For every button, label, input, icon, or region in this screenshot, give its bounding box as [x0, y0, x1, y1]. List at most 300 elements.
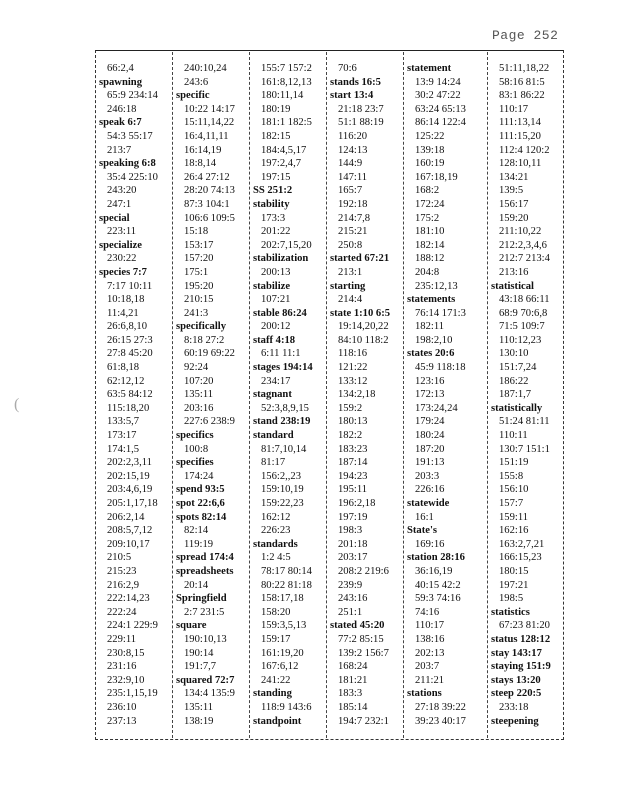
- index-reference: 130:7 151:1: [499, 443, 550, 455]
- index-reference: 19:14,20,22: [338, 321, 389, 333]
- index-reference: 180:24: [415, 430, 445, 442]
- index-reference: 84:10 118:2: [338, 334, 389, 346]
- index-term: spawning: [99, 76, 142, 88]
- index-reference: 15:18: [184, 226, 209, 238]
- index-reference: 110:17: [499, 103, 529, 115]
- index-reference: 251:1: [338, 606, 363, 618]
- index-reference: 213:1: [338, 266, 363, 278]
- index-reference: 169:16: [415, 538, 445, 550]
- index-reference: 192:18: [338, 198, 368, 210]
- index-reference: 161:19,20: [261, 647, 304, 659]
- index-reference: 111:15,20: [499, 130, 541, 142]
- index-reference: 237:13: [107, 715, 137, 727]
- index-reference: 181:21: [338, 674, 368, 686]
- index-reference: 54:3 55:17: [107, 130, 153, 142]
- index-reference: 36:16,19: [415, 565, 453, 577]
- index-term: Springfield: [176, 593, 227, 605]
- index-term: steep 220:5: [491, 688, 542, 700]
- index-reference: 112:4 120:2: [499, 144, 550, 156]
- index-reference: 167:18,19: [415, 171, 458, 183]
- index-reference: 65:9 234:14: [107, 90, 158, 102]
- index-reference: 70:6: [338, 63, 357, 74]
- index-reference: 15:11,14,22: [184, 117, 235, 129]
- index-term: spend 93:5: [176, 484, 225, 496]
- index-reference: 156:2,,23: [261, 470, 302, 482]
- column-separator: [487, 52, 488, 738]
- index-reference: 185:14: [338, 701, 368, 713]
- index-reference: 119:19: [184, 538, 214, 550]
- index-term: stations: [407, 688, 442, 700]
- index-reference: 163:2,7,21: [499, 538, 545, 550]
- index-column-3: [253, 62, 329, 728]
- index-reference: 243:16: [338, 593, 368, 605]
- index-reference: 215:21: [338, 226, 368, 238]
- index-reference: 139:5: [499, 185, 524, 197]
- index-term: start 13:4: [330, 90, 374, 102]
- index-term: states 20:6: [407, 348, 455, 360]
- index-reference: 239:9: [338, 579, 363, 591]
- index-term: State's: [407, 525, 438, 537]
- index-reference: 10:18,18: [107, 294, 145, 306]
- index-reference: 165:7: [338, 185, 363, 197]
- index-reference: 213:7: [107, 144, 132, 156]
- index-reference: 20:14: [184, 579, 209, 591]
- index-reference: 157:7: [499, 498, 524, 509]
- index-reference: 243:20: [107, 185, 137, 197]
- index-term: statement: [407, 63, 452, 74]
- index-column-4: [330, 62, 406, 728]
- index-reference: 51:1 88:19: [338, 117, 384, 129]
- index-reference: 135:11: [184, 389, 214, 401]
- index-reference: 81:17: [261, 457, 286, 469]
- index-reference: 198:3: [338, 525, 363, 537]
- index-term: squared 72:7: [176, 674, 235, 686]
- index-reference: 214:7,8: [338, 212, 371, 224]
- index-reference: 2:7 231:5: [184, 606, 225, 618]
- index-term: statistics: [491, 606, 530, 618]
- index-reference: 215:23: [107, 565, 137, 577]
- index-reference: 231:16: [107, 661, 137, 673]
- index-reference: 26:6,8,10: [107, 321, 148, 333]
- index-reference: 52:3,8,9,15: [261, 402, 309, 414]
- index-term: stability: [253, 198, 290, 210]
- index-term: standpoint: [253, 715, 302, 727]
- index-term: species 7:7: [99, 266, 147, 278]
- index-reference: 202:2,3,11: [107, 457, 152, 469]
- index-reference: 144:9: [338, 158, 363, 170]
- index-reference: 243:6: [184, 76, 209, 88]
- index-reference: 180:11,14: [261, 90, 304, 102]
- index-reference: 157:20: [184, 253, 214, 265]
- index-reference: 111:13,14: [499, 117, 541, 129]
- index-reference: 240:10,24: [184, 63, 227, 74]
- index-reference: 191:13: [415, 457, 445, 469]
- index-reference: 40:15 42:2: [415, 579, 461, 591]
- index-reference: 172:24: [415, 198, 445, 210]
- index-term: specifically: [176, 321, 227, 333]
- index-reference: 39:23 40:17: [415, 715, 466, 727]
- index-reference: 159:11: [499, 511, 529, 523]
- index-reference: 159:2: [338, 402, 363, 414]
- index-term: stagnant: [253, 389, 292, 401]
- index-reference: 161:8,12,13: [261, 76, 312, 88]
- index-reference: 158:20: [261, 606, 291, 618]
- index-reference: 74:16: [415, 606, 440, 618]
- index-reference: 230:8,15: [107, 647, 145, 659]
- index-reference: 195:20: [184, 280, 214, 292]
- index-reference: 162:16: [499, 525, 529, 537]
- index-term: specialize: [99, 239, 142, 251]
- index-reference: 82:14: [184, 525, 209, 537]
- index-reference: 250:8: [338, 239, 363, 251]
- index-reference: 226:23: [261, 525, 291, 537]
- index-reference: 77:2 85:15: [338, 633, 384, 645]
- index-reference: 187:14: [338, 457, 368, 469]
- index-reference: 222:14,23: [107, 593, 150, 605]
- index-reference: 205:1,17,18: [107, 498, 158, 509]
- index-term: specifies: [176, 457, 214, 469]
- index-reference: 247:1: [107, 198, 132, 210]
- index-reference: 27:8 45:20: [107, 348, 153, 360]
- index-term: statistically: [491, 402, 543, 414]
- index-reference: 155:7 157:2: [261, 63, 312, 74]
- index-reference: 13:9 14:24: [415, 76, 461, 88]
- index-reference: 107:21: [261, 294, 291, 306]
- index-reference: 175:1: [184, 266, 209, 278]
- index-reference: 204:8: [415, 266, 440, 278]
- index-term: stable 86:24: [253, 307, 307, 319]
- index-reference: 216:2,9: [107, 579, 140, 591]
- index-reference: 110:12,23: [499, 334, 542, 346]
- index-reference: 181:10: [415, 226, 445, 238]
- page-number: Page 252: [492, 28, 559, 43]
- index-reference: 209:10,17: [107, 538, 150, 550]
- index-reference: 212:7 213:4: [499, 253, 550, 265]
- index-reference: 159:3,5,13: [261, 620, 307, 632]
- index-reference: 139:18: [415, 144, 445, 156]
- index-reference: 138:19: [184, 715, 214, 727]
- index-reference: 110:11: [499, 430, 528, 442]
- index-term: status 128:12: [491, 633, 551, 645]
- index-reference: 61:8,18: [107, 362, 140, 374]
- index-reference: 51:24 81:11: [499, 416, 550, 428]
- index-reference: 196:2,18: [338, 498, 376, 509]
- index-reference: 135:11: [184, 701, 214, 713]
- index-term: stands 16:5: [330, 76, 381, 88]
- index-term: stabilize: [253, 280, 291, 292]
- index-reference: 206:2,14: [107, 511, 145, 523]
- index-reference: 1:2 4:5: [261, 552, 291, 564]
- index-reference: 188:12: [415, 253, 445, 265]
- index-term: specific: [176, 90, 210, 102]
- index-term: standards: [253, 538, 298, 550]
- index-reference: 190:14: [184, 647, 214, 659]
- index-reference: 16:14,19: [184, 144, 222, 156]
- index-reference: 175:2: [415, 212, 440, 224]
- index-reference: 200:13: [261, 266, 291, 278]
- index-reference: 201:22: [261, 226, 291, 238]
- index-reference: 200:12: [261, 321, 291, 333]
- index-reference: 223:11: [107, 226, 137, 238]
- index-reference: 110:17: [415, 620, 445, 632]
- index-term: statewide: [407, 498, 450, 509]
- index-term: stay 143:17: [491, 647, 542, 659]
- index-reference: 190:10,13: [184, 633, 227, 645]
- index-term: staying 151:9: [491, 661, 551, 673]
- index-reference: 183:23: [338, 443, 368, 455]
- index-reference: 162:12: [261, 511, 291, 523]
- index-reference: 202:7,15,20: [261, 239, 312, 251]
- index-reference: 202:13: [415, 647, 445, 659]
- index-reference: 166:15,23: [499, 552, 542, 564]
- index-term: stabilization: [253, 253, 309, 265]
- index-term: spreadsheets: [176, 565, 234, 577]
- index-reference: 10:22 14:17: [184, 103, 235, 115]
- index-term: starting: [330, 280, 366, 292]
- index-reference: 6:11 11:1: [261, 348, 301, 360]
- index-reference: 210:5: [107, 552, 132, 564]
- index-reference: 51:11,18,22: [499, 63, 550, 74]
- index-reference: 235:12,13: [415, 280, 458, 292]
- index-reference: 202:15,19: [107, 470, 150, 482]
- index-reference: 81:7,10,14: [261, 443, 307, 455]
- index-reference: 134:2,18: [338, 389, 376, 401]
- index-reference: 227:6 238:9: [184, 416, 235, 428]
- index-term: statistical: [491, 280, 534, 292]
- index-reference: 194:23: [338, 470, 368, 482]
- index-reference: 159:10,19: [261, 484, 304, 496]
- index-term: steepening: [491, 715, 539, 727]
- index-reference: 174:24: [184, 470, 214, 482]
- index-reference: 224:1 229:9: [107, 620, 158, 632]
- index-reference: 28:20 74:13: [184, 185, 235, 197]
- index-reference: 11:4,21: [107, 307, 139, 319]
- index-reference: 134:21: [499, 171, 529, 183]
- index-reference: 233:18: [499, 701, 529, 713]
- index-reference: 83:1 86:22: [499, 90, 545, 102]
- index-reference: 186:22: [499, 375, 529, 387]
- index-reference: 173:3: [261, 212, 286, 224]
- index-reference: 181:1 182:5: [261, 117, 312, 129]
- index-term: stated 45:20: [330, 620, 385, 632]
- index-term: square: [176, 620, 207, 632]
- index-reference: 160:19: [415, 158, 445, 170]
- index-reference: 116:20: [338, 130, 368, 142]
- index-reference: 106:6 109:5: [184, 212, 235, 224]
- index-reference: 26:4 27:12: [184, 171, 230, 183]
- index-reference: 21:18 23:7: [338, 103, 384, 115]
- index-reference: 201:18: [338, 538, 368, 550]
- index-reference: 134:4 135:9: [184, 688, 235, 700]
- index-reference: 241:3: [184, 307, 209, 319]
- index-reference: 197:15: [261, 171, 291, 183]
- index-reference: 43:18 66:11: [499, 294, 550, 306]
- index-reference: 128:10,11: [499, 158, 542, 170]
- index-reference: 210:15: [184, 294, 214, 306]
- index-reference: 86:14 122:4: [415, 117, 466, 129]
- index-column-1: [99, 62, 175, 728]
- index-reference: 222:24: [107, 606, 137, 618]
- index-reference: 236:10: [107, 701, 137, 713]
- index-term: standing: [253, 688, 292, 700]
- index-reference: 125:22: [415, 130, 445, 142]
- index-reference: 63:5 84:12: [107, 389, 153, 401]
- index-reference: 180:13: [338, 416, 368, 428]
- index-reference: 133:5,7: [107, 416, 140, 428]
- index-reference: 155:8: [499, 470, 524, 482]
- index-reference: 156:10: [499, 484, 529, 496]
- index-reference: 167:6,12: [261, 661, 299, 673]
- index-reference: 246:18: [107, 103, 137, 115]
- index-term: speak 6:7: [99, 117, 142, 129]
- index-reference: 168:24: [338, 661, 368, 673]
- index-term: stages 194:14: [253, 362, 313, 374]
- index-reference: 197:2,4,7: [261, 158, 302, 170]
- index-term: spread 174:4: [176, 552, 234, 564]
- index-reference: 63:24 65:13: [415, 103, 466, 115]
- margin-mark: (: [14, 396, 20, 413]
- index-term: special: [99, 212, 130, 224]
- index-reference: 159:22,23: [261, 498, 304, 509]
- index-reference: 100:8: [184, 443, 209, 455]
- index-reference: 203:17: [338, 552, 368, 564]
- index-reference: 115:18,20: [107, 402, 150, 414]
- index-reference: 180:15: [499, 565, 529, 577]
- index-reference: 179:24: [415, 416, 445, 428]
- index-reference: 8:18 27:2: [184, 334, 225, 346]
- index-reference: 159:17: [261, 633, 291, 645]
- index-reference: 191:7,7: [184, 661, 217, 673]
- index-term: station 28:16: [407, 552, 465, 564]
- index-reference: 208:2 219:6: [338, 565, 389, 577]
- index-reference: 45:9 118:18: [415, 362, 466, 374]
- index-term: started 67:21: [330, 253, 390, 265]
- index-reference: 71:5 109:7: [499, 321, 545, 333]
- index-reference: 203:3: [415, 470, 440, 482]
- index-reference: 123:16: [415, 375, 445, 387]
- index-term: specifics: [176, 430, 214, 442]
- index-reference: 183:3: [338, 688, 363, 700]
- index-reference: 172:13: [415, 389, 445, 401]
- index-reference: 232:9,10: [107, 674, 145, 686]
- index-reference: 187:1,7: [499, 389, 532, 401]
- index-reference: 187:20: [415, 443, 445, 455]
- index-reference: 92:24: [184, 362, 209, 374]
- index-reference: 7:17 10:11: [107, 280, 153, 292]
- index-reference: 203:4,6,19: [107, 484, 153, 496]
- index-reference: 59:3 74:16: [415, 593, 461, 605]
- index-reference: 180:19: [261, 103, 291, 115]
- index-reference: 197:19: [338, 511, 368, 523]
- index-reference: 203:7: [415, 661, 440, 673]
- index-reference: 182:14: [415, 239, 445, 251]
- index-reference: 174:1,5: [107, 443, 140, 455]
- index-reference: 214:4: [338, 294, 363, 306]
- index-reference: 235:1,15,19: [107, 688, 158, 700]
- index-reference: 230:22: [107, 253, 137, 265]
- index-reference: 35:4 225:10: [107, 171, 158, 183]
- index-reference: 158:17,18: [261, 593, 304, 605]
- index-reference: 198:2,10: [415, 334, 453, 346]
- index-reference: 66:2,4: [107, 63, 134, 74]
- index-term: staff 4:18: [253, 334, 296, 346]
- index-term: stand 238:19: [253, 416, 311, 428]
- index-reference: 107:20: [184, 375, 214, 387]
- index-column-5: [407, 62, 487, 728]
- index-reference: 184:4,5,17: [261, 144, 307, 156]
- index-reference: 80:22 81:18: [261, 579, 312, 591]
- index-reference: 182:15: [261, 130, 291, 142]
- index-reference: 234:17: [261, 375, 291, 387]
- index-term: speaking 6:8: [99, 158, 156, 170]
- index-reference: 76:14 171:3: [415, 307, 466, 319]
- index-term: stays 13:20: [491, 674, 541, 686]
- index-reference: 198:5: [499, 593, 524, 605]
- index-reference: 68:9 70:6,8: [499, 307, 548, 319]
- index-reference: 133:12: [338, 375, 368, 387]
- index-reference: 58:16 81:5: [499, 76, 545, 88]
- index-term: standard: [253, 430, 294, 442]
- index-reference: 26:15 27:3: [107, 334, 153, 346]
- index-reference: 118:9 143:6: [261, 701, 312, 713]
- index-reference: 151:19: [499, 457, 529, 469]
- index-reference: 138:16: [415, 633, 445, 645]
- index-reference: 241:22: [261, 674, 291, 686]
- index-reference: 30:2 47:22: [415, 90, 461, 102]
- index-reference: 121:22: [338, 362, 368, 374]
- index-reference: 208:5,7,12: [107, 525, 153, 537]
- index-reference: 87:3 104:1: [184, 198, 230, 210]
- index-reference: 16:4,11,11: [184, 130, 229, 142]
- index-reference: 182:2: [338, 430, 363, 442]
- index-reference: 194:7 232:1: [338, 715, 389, 727]
- index-reference: 173:17: [107, 430, 137, 442]
- index-reference: 203:16: [184, 402, 214, 414]
- index-term: spot 22:6,6: [176, 498, 225, 509]
- index-reference: 195:11: [338, 484, 368, 496]
- index-reference: 226:16: [415, 484, 445, 496]
- index-reference: 211:10,22: [499, 226, 542, 238]
- index-reference: 27:18 39:22: [415, 701, 466, 713]
- index-term: state 1:10 6:5: [330, 307, 391, 319]
- index-reference: 60:19 69:22: [184, 348, 235, 360]
- index-reference: 147:11: [338, 171, 368, 183]
- index-reference: 67:23 81:20: [499, 620, 550, 632]
- index-reference: 173:24,24: [415, 402, 458, 414]
- index-reference: 124:13: [338, 144, 368, 156]
- index-reference: 197:21: [499, 579, 529, 591]
- index-reference: 139:2 156:7: [338, 647, 389, 659]
- index-reference: 130:10: [499, 348, 529, 360]
- index-column-2: [176, 62, 252, 728]
- index-reference: 212:2,3,4,6: [499, 239, 547, 251]
- index-reference: 156:17: [499, 198, 529, 210]
- index-reference: 16:1: [415, 511, 434, 523]
- index-reference: 168:2: [415, 185, 440, 197]
- index-reference: 182:11: [415, 321, 445, 333]
- index-reference: 18:8,14: [184, 158, 217, 170]
- index-column-6: [491, 62, 563, 728]
- index-term: SS 251:2: [253, 185, 293, 197]
- index-reference: 151:7,24: [499, 362, 537, 374]
- index-reference: 213:16: [499, 266, 529, 278]
- index-reference: 211:21: [415, 674, 445, 686]
- index-term: statements: [407, 294, 456, 306]
- index-reference: 118:16: [338, 348, 368, 360]
- index-term: spots 82:14: [176, 511, 227, 523]
- index-reference: 159:20: [499, 212, 529, 224]
- index-reference: 62:12,12: [107, 375, 145, 387]
